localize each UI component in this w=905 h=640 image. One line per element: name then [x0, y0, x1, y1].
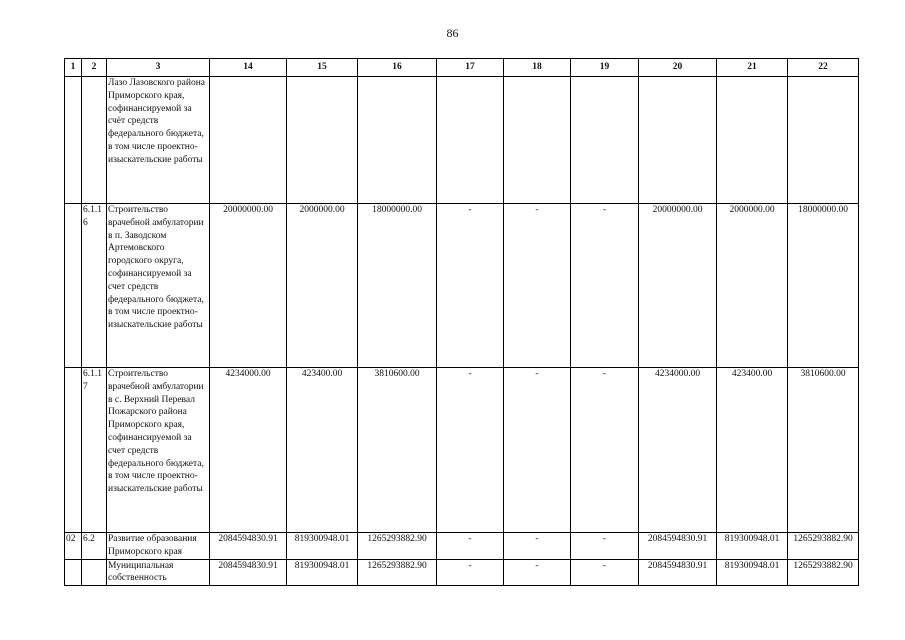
- column-header: 1: [65, 59, 82, 77]
- column-header: 22: [788, 59, 859, 77]
- cell-value: [788, 77, 859, 204]
- cell-value: 1265293882.90: [358, 533, 437, 560]
- cell-value: 1265293882.90: [358, 559, 437, 586]
- cell-item-number: 6.2: [82, 533, 107, 560]
- cell-value: -: [437, 204, 504, 368]
- cell-value: 20000000.00: [639, 204, 717, 368]
- cell-value: -: [504, 559, 571, 586]
- cell-code: [65, 368, 82, 533]
- column-header: 19: [571, 59, 639, 77]
- column-header: 16: [358, 59, 437, 77]
- cell-value: -: [571, 368, 639, 533]
- cell-value: -: [504, 204, 571, 368]
- cell-value: 3810600.00: [358, 368, 437, 533]
- cell-value: [210, 77, 287, 204]
- cell-value: [358, 77, 437, 204]
- cell-value: 20000000.00: [210, 204, 287, 368]
- cell-value: -: [571, 204, 639, 368]
- cell-name: Муниципальная собственность: [107, 559, 210, 586]
- column-header: 14: [210, 59, 287, 77]
- cell-name: Лазо Лазовского района Приморского края, софинансируемой за счёт средств федерального бюджета, в том числе проектно-изыскательские работы: [107, 77, 210, 204]
- cell-value: -: [504, 368, 571, 533]
- cell-value: 819300948.01: [717, 533, 788, 560]
- cell-name: Строительство врачебной амбулатории в с. Верхний Перевал Пожарского района Приморского края, софинансируемой за счет средств федерального бюджета, в том числе проектно-изыскательские работы: [107, 368, 210, 533]
- column-header: 3: [107, 59, 210, 77]
- column-header: 21: [717, 59, 788, 77]
- column-header: 2: [82, 59, 107, 77]
- cell-value: [287, 77, 358, 204]
- cell-value: 18000000.00: [788, 204, 859, 368]
- cell-value: 2000000.00: [717, 204, 788, 368]
- cell-value: -: [437, 368, 504, 533]
- cell-value: -: [437, 559, 504, 586]
- cell-value: 819300948.01: [287, 559, 358, 586]
- cell-value: 18000000.00: [358, 204, 437, 368]
- cell-value: [571, 77, 639, 204]
- budget-table: [64, 58, 859, 586]
- cell-value: 1265293882.90: [788, 533, 859, 560]
- cell-code: [65, 559, 82, 586]
- cell-value: 4234000.00: [639, 368, 717, 533]
- cell-value: -: [437, 533, 504, 560]
- cell-name: Строительство врачебной амбулатории в п. Заводском Артемовского городского округа, софинансируемой за счет средств федерального бюджета, в том числе проектно-изыскательские работы: [107, 204, 210, 368]
- cell-code: 02: [65, 533, 82, 560]
- cell-value: 423400.00: [287, 368, 358, 533]
- cell-value: 4234000.00: [210, 368, 287, 533]
- cell-value: -: [504, 533, 571, 560]
- cell-value: -: [571, 533, 639, 560]
- column-header: 15: [287, 59, 358, 77]
- cell-value: [717, 77, 788, 204]
- cell-value: 423400.00: [717, 368, 788, 533]
- table-row: [65, 204, 859, 368]
- cell-value: 2000000.00: [287, 204, 358, 368]
- cell-value: 819300948.01: [287, 533, 358, 560]
- cell-value: 1265293882.90: [788, 559, 859, 586]
- cell-item-number: [82, 559, 107, 586]
- header-row: [65, 59, 859, 77]
- column-header: 17: [437, 59, 504, 77]
- column-header: 20: [639, 59, 717, 77]
- cell-item-number: 6.1.17: [82, 368, 107, 533]
- page-number: 86: [446, 26, 459, 40]
- cell-value: 819300948.01: [717, 559, 788, 586]
- cell-value: -: [571, 559, 639, 586]
- cell-value: [437, 77, 504, 204]
- cell-value: 2084594830.91: [210, 559, 287, 586]
- cell-code: [65, 77, 82, 204]
- table-row: [65, 533, 859, 560]
- cell-value: 2084594830.91: [639, 533, 717, 560]
- cell-value: 2084594830.91: [210, 533, 287, 560]
- cell-item-number: [82, 77, 107, 204]
- cell-code: [65, 204, 82, 368]
- column-header: 18: [504, 59, 571, 77]
- table-row: [65, 77, 859, 204]
- cell-name: Развитие образования Приморского края: [107, 533, 210, 560]
- cell-item-number: 6.1.16: [82, 204, 107, 368]
- table-row: [65, 559, 859, 586]
- cell-value: [504, 77, 571, 204]
- cell-value: 2084594830.91: [639, 559, 717, 586]
- cell-value: 3810600.00: [788, 368, 859, 533]
- table-row: [65, 368, 859, 533]
- cell-value: [639, 77, 717, 204]
